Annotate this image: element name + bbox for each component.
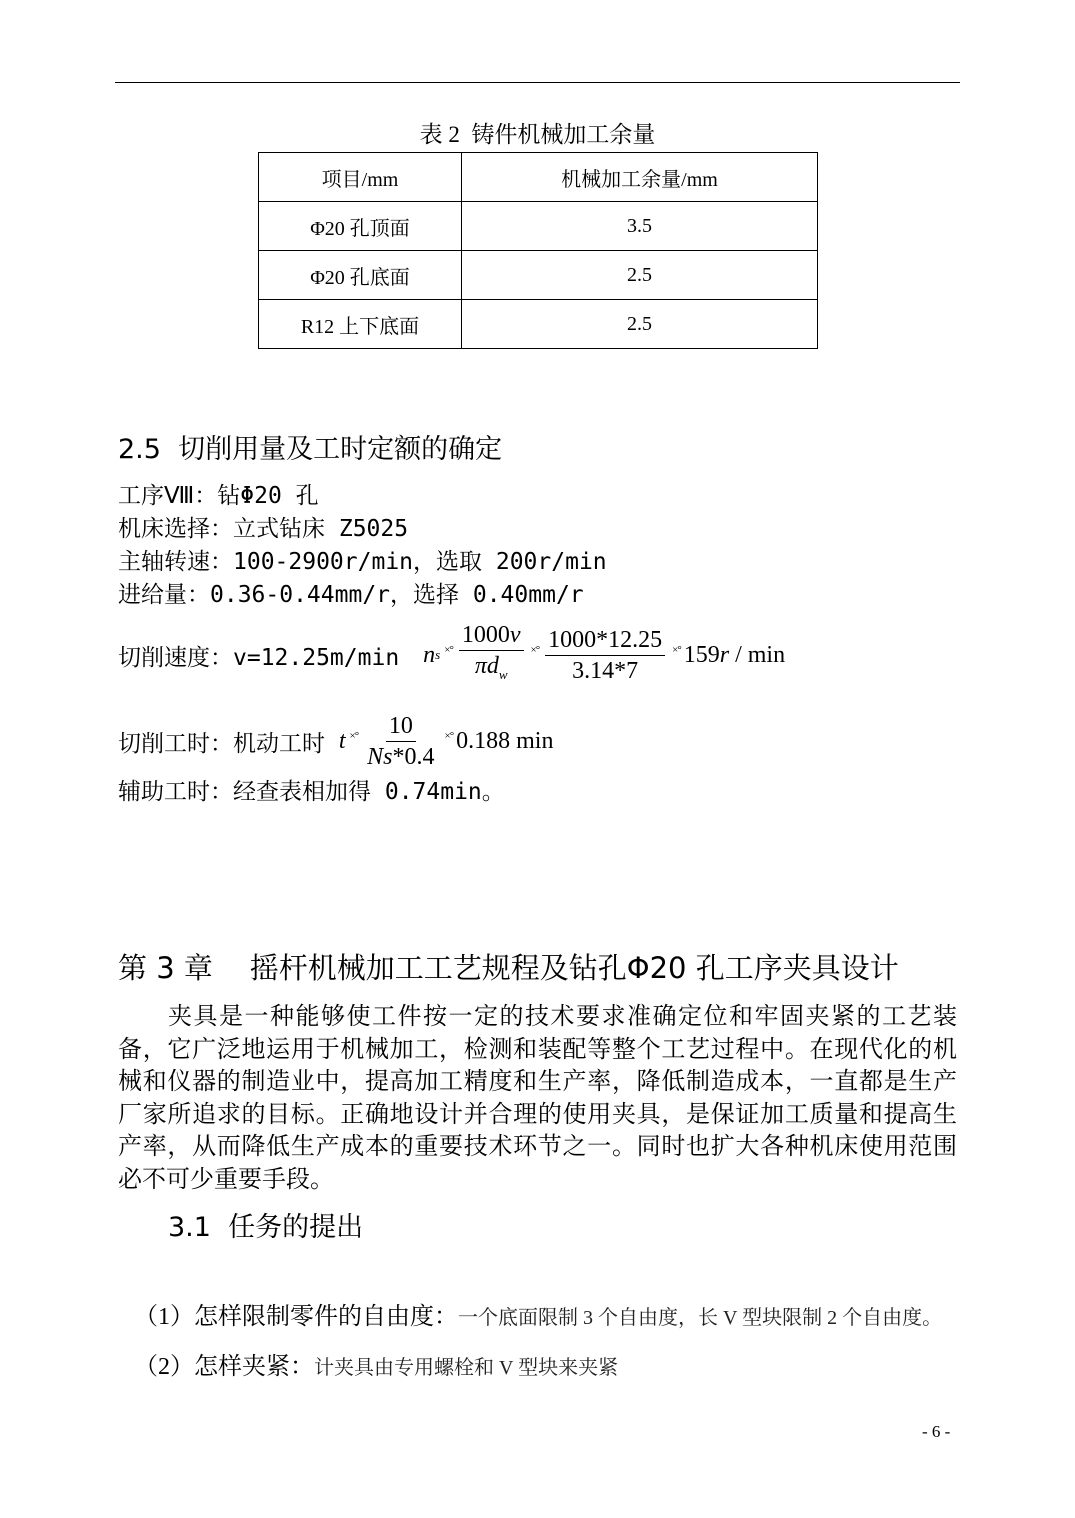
task-item-text: 一个底面限制 3 个自由度，长 V 型块限制 2 个自由度。 xyxy=(458,1307,943,1329)
fraction-numerator: 10 xyxy=(386,711,416,742)
formula-result-variable: r xyxy=(719,641,730,668)
spindle-speed-formula xyxy=(423,620,785,690)
header-rule xyxy=(115,82,960,83)
paragraph-line: 夹具是一种能够使工件按一定的技术要求准确定位和牢固夹紧的工艺装 xyxy=(168,1004,957,1030)
paragraph-line: 产率，从而降低生产成本的重要技术环节之一。同时也扩大各种机床使用范围 xyxy=(118,1134,957,1161)
chapter-paragraph xyxy=(118,1001,957,1197)
denominator-variable: Ns xyxy=(367,743,393,770)
process-parameters xyxy=(118,480,607,612)
formula-result-value: 159 xyxy=(683,641,720,668)
paragraph-line: 厂家所追求的目标。正确地设计并合理的使用夹具，是保证加工质量和提高生 xyxy=(118,1101,957,1128)
table-caption: 表 2 铸件机械加工余量 xyxy=(419,122,656,147)
table-row xyxy=(259,300,818,349)
cutting-speed-label: 切削速度：v=12.25m/min xyxy=(118,644,400,671)
machining-allowance-table xyxy=(258,152,818,349)
task-item-label: （1）怎样限制零件的自由度： xyxy=(134,1304,458,1330)
approx-symbol: ×° xyxy=(672,644,681,656)
formula-fraction xyxy=(364,711,437,772)
formula-variable: t xyxy=(338,727,346,754)
table-cell-item: Φ20 孔底面 xyxy=(259,251,462,300)
subsection-heading: 3.1 任务的提出 xyxy=(168,1212,364,1243)
paragraph-line: 必不可少重要手段。 xyxy=(118,1166,334,1193)
task-item-text: 计夹具由专用螺栓和 V 型块来夹紧 xyxy=(314,1357,619,1379)
task-item-label: （2）怎样夹紧： xyxy=(134,1354,314,1380)
formula-variable: n xyxy=(423,641,436,668)
numerator-coefficient: 1000 xyxy=(461,622,510,648)
table-cell-item: Φ20 孔顶面 xyxy=(259,202,462,251)
approx-symbol: ×° xyxy=(444,644,453,656)
spindle-speed-line: 主轴转速：100-2900r/min，选取 200r/min xyxy=(118,549,607,575)
formula-fraction xyxy=(459,620,524,690)
table-cell-allowance: 3.5 xyxy=(462,202,818,251)
process-line: 工序Ⅷ：钻Φ20 孔 xyxy=(118,483,319,509)
chapter-heading: 第 3 章 摇杆机械加工工艺规程及钻孔Φ20 孔工序夹具设计 xyxy=(118,951,899,985)
approx-symbol: ×° xyxy=(444,730,454,742)
paragraph-line: 械和仪器的制造业中，提高加工精度和生产率，降低制造成本，一直都是生产 xyxy=(118,1069,957,1096)
cutting-time-line xyxy=(118,710,553,772)
machine-line: 机床选择：立式钻床 Z5025 xyxy=(118,516,409,542)
table-header-cell: 项目/mm xyxy=(259,153,462,202)
approx-symbol: ×° xyxy=(530,644,540,656)
fraction-denominator xyxy=(472,651,511,690)
cutting-speed-line xyxy=(118,624,785,686)
fraction-denominator xyxy=(364,742,437,772)
paragraph-line: 备，它广泛地运用于机械加工，检测和装配等整个工艺过程中。在现代化的机 xyxy=(118,1036,957,1063)
feed-line: 进给量：0.36-0.44mm/r，选择 0.40mm/r xyxy=(118,582,584,608)
formula-subscript: s xyxy=(435,647,441,662)
task-item xyxy=(118,1319,618,1418)
formula-subscript: w xyxy=(498,667,508,682)
approx-symbol: ×° xyxy=(349,730,359,742)
table-row xyxy=(259,251,818,300)
table-cell-item: R12 上下底面 xyxy=(259,300,462,349)
denominator-rest: *0.4 xyxy=(392,743,435,770)
fraction-numerator xyxy=(459,620,524,651)
fraction-denominator: 3.14*7 xyxy=(572,657,639,684)
table-cell-allowance: 2.5 xyxy=(462,251,818,300)
formula-result-unit: / min xyxy=(729,641,786,668)
table-row xyxy=(259,202,818,251)
denominator-variable: πd xyxy=(474,653,499,679)
cutting-time-label: 切削工时：机动工时 xyxy=(118,730,339,757)
page-number: - 6 - xyxy=(922,1422,951,1441)
formula-result: 0.188 min xyxy=(456,727,554,754)
table-header-row xyxy=(259,153,818,202)
machining-time-formula xyxy=(339,711,554,772)
formula-fraction xyxy=(545,625,665,686)
fraction-numerator: 1000*12.25 xyxy=(545,625,665,656)
auxiliary-time-line: 辅助工时：经查表相加得 0.74min。 xyxy=(118,779,505,805)
numerator-variable: v xyxy=(509,622,521,648)
table-header-cell: 机械加工余量/mm xyxy=(462,153,818,202)
section-heading: 2.5 切削用量及工时定额的确定 xyxy=(118,434,503,465)
table-cell-allowance: 2.5 xyxy=(462,300,818,349)
